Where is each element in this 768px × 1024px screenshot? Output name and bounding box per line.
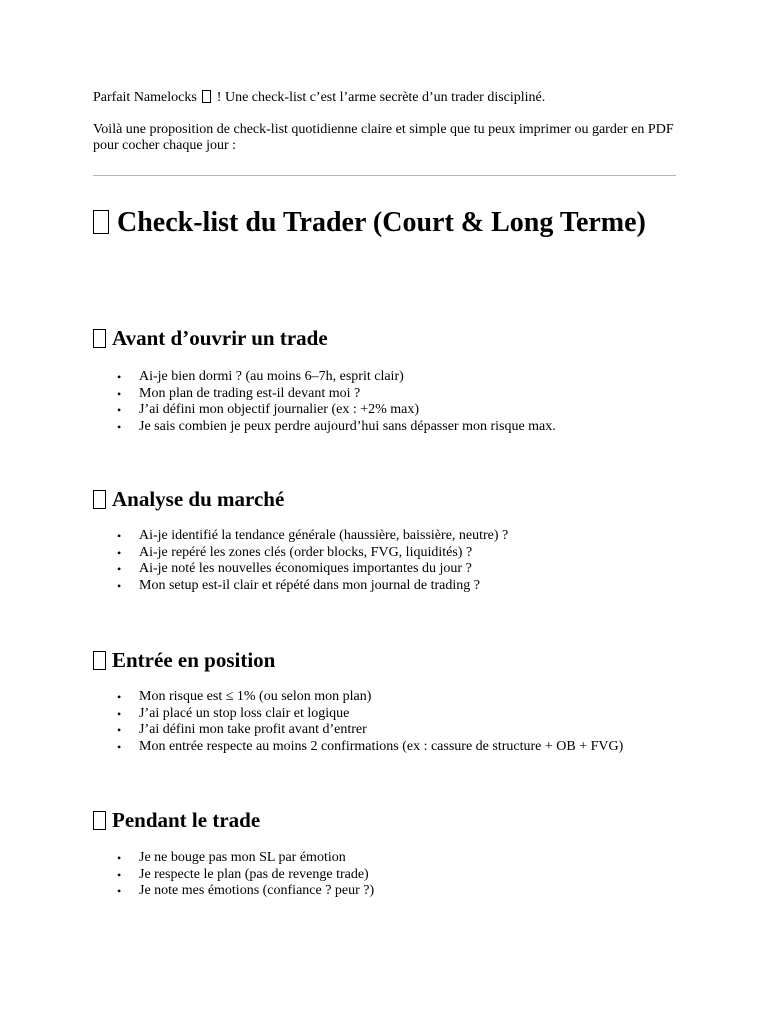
list-item [93,369,693,386]
list-item-text: Mon risque est ≤ 1% (ou selon mon plan) [139,689,372,704]
list-item-text: Mon entrée respecte au moins 2 confirmations (ex : cassure de structure + OB + FVG) [139,739,624,755]
section-heading-analyse [93,486,284,512]
list-item-text: J’ai défini mon take profit avant d’entrer [139,722,367,738]
bullet-icon: • [117,723,122,738]
checklist-entree [93,689,693,756]
checklist-avant [93,369,693,436]
intro-paragraph-1 [93,88,678,106]
list-item-text: Ai-je bien dormi ? (au moins 6–7h, esprit clair) [139,369,404,384]
section-heading-text: Analyse du marché [112,487,285,511]
section-heading-entree [93,647,275,673]
list-item [93,883,693,900]
bullet-icon: • [117,690,122,704]
list-item [93,739,693,756]
missing-glyph-icon [93,210,109,234]
list-item-text: Ai-je repéré les zones clés (order blocks, FVG, liquidités) ? [139,544,473,560]
section-heading-text: Avant d’ouvrir un trade [112,326,328,350]
missing-glyph-icon [202,90,211,103]
horizontal-divider [93,175,676,176]
list-item-text: Je respecte le plan (pas de revenge trade) [139,866,369,882]
section-heading-avant [93,325,328,351]
section-heading-text: Pendant le trade [112,808,261,832]
list-item-text: J’ai défini mon objectif journalier (ex : +2% max) [139,402,420,418]
bullet-icon: • [117,884,122,899]
bullet-icon: • [117,403,122,418]
bullet-icon: • [117,386,122,401]
list-item [93,722,693,739]
list-item [93,561,693,578]
missing-glyph-icon [93,490,106,509]
missing-glyph-icon [93,811,106,830]
list-item-text: Je sais combien je peux perdre aujourd’hui sans dépasser mon risque max. [139,419,556,435]
section-heading-text: Entrée en position [112,648,276,672]
list-item [93,419,693,436]
list-item-text: Mon plan de trading est-il devant moi ? [139,385,361,401]
list-item [93,402,693,419]
bullet-icon: • [117,851,122,865]
list-item [93,850,693,867]
intro-text-end: ! Une check-list c’est l’arme secrète d’un trader discipliné. [216,90,546,105]
bullet-icon: • [117,706,122,721]
intro-paragraph-2: Voilà une proposition de check-list quotidienne claire et simple que tu peux imprimer ou garder en PDF pour cocher chaque jour : [93,122,674,153]
section-heading-pendant [93,807,260,833]
intro-text-start: Parfait Namelocks [93,90,197,105]
list-item-text: Ai-je identifié la tendance générale (haussière, baissière, neutre) ? [139,528,509,543]
list-item-text: Je ne bouge pas mon SL par émotion [139,850,346,865]
bullet-icon: • [117,370,122,384]
bullet-icon: • [117,562,122,577]
list-item [93,689,693,706]
page-title-text: Check-list du Trader (Court & Long Terme) [117,207,646,238]
list-item-text: Ai-je noté les nouvelles économiques importantes du jour ? [139,561,472,577]
list-item [93,545,693,562]
bullet-icon: • [117,545,122,560]
bullet-icon: • [117,529,122,543]
bullet-icon: • [117,579,122,594]
missing-glyph-icon [93,651,106,670]
bullet-icon: • [117,420,122,435]
list-item-text: Je note mes émotions (confiance ? peur ?) [139,883,375,899]
list-item [93,706,693,723]
page-title [93,205,678,241]
list-item [93,386,693,403]
list-item-text: Mon setup est-il clair et répété dans mon journal de trading ? [139,578,480,594]
missing-glyph-icon [93,329,106,348]
checklist-analyse [93,528,693,595]
list-item [93,578,693,595]
bullet-icon: • [117,740,122,755]
list-item-text: J’ai placé un stop loss clair et logique [139,705,350,721]
list-item [93,528,693,545]
list-item [93,867,693,884]
checklist-pendant [93,850,693,900]
bullet-icon: • [117,867,122,882]
